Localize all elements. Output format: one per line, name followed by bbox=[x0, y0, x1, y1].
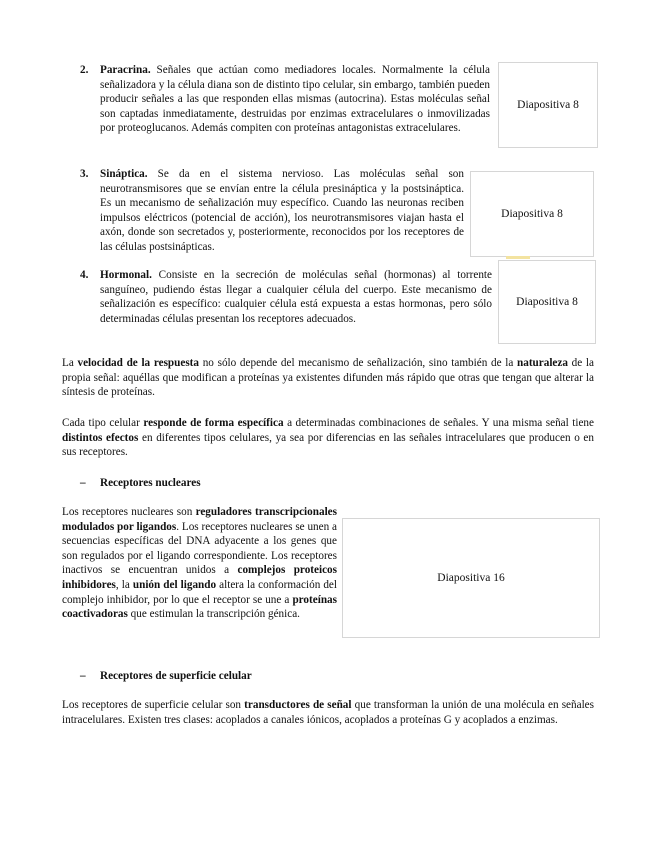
item-term: Sináptica. bbox=[100, 168, 148, 180]
text-run: La bbox=[62, 357, 78, 369]
slide-placeholder: Diapositiva 8 bbox=[498, 62, 598, 148]
item-text: Se da en el sistema nervioso. Las moléculas señal son neurotransmisores que se envían entre la célula presináptica y la postsináptica. Es un mecanismo de señalización muy específico. Cuando las neuronas reciben impulsos eléctricos (potencial de acción), los neurotransmisores viajan hasta el axón, donde son secretados y, posteriormente, reconocidos por los receptores de las células postsinápticas. bbox=[100, 168, 464, 253]
item-term: Hormonal. bbox=[100, 269, 152, 281]
section-heading-nuclear: Receptores nucleares bbox=[100, 477, 201, 489]
text-run: . Los receptores nucleares se unen a secuencias específicas del DNA adyacente a los genes que son regulados por el ligando correspondiente. Los receptores inactivos se encuentran unidos a bbox=[62, 520, 337, 577]
item-text: Señales que actúan como mediadores locales. Normalmente la célula señalizadora y la célula diana son de distinto tipo celular, sin embargo, también pueden producir señales a las que responden ellas mismas (autocrina). Estas moléculas señal son captadas inmediatamente, destruidas por enzimas extracelulares o inmovilizadas por proteoglucanos. Además compiten con proteínas antagonistas extracelulares. bbox=[100, 64, 490, 135]
text-run: de la propia señal: aquéllas que modifican a proteínas ya existentes difunden más rápido que otras que tengan que alterar la síntesis de proteínas. bbox=[62, 357, 594, 399]
section-heading-surface: Receptores de superficie celular bbox=[100, 670, 252, 682]
text-run: Los receptores de superficie celular son bbox=[62, 699, 245, 711]
bold-run: proteínas coactivadoras bbox=[62, 593, 337, 621]
bold-run: responde de forma específica bbox=[143, 417, 284, 429]
text-run: no sólo depende del mecanismo de señalización, sino también de la bbox=[199, 357, 517, 369]
slide-placeholder: Diapositiva 8 bbox=[470, 171, 594, 257]
text-run: que estimulan la transcripción génica. bbox=[127, 608, 300, 621]
item-text: Consiste en la secreción de moléculas señal (hormonas) al torrente sanguíneo, pudiendo éstas llegar a cualquier célula del cuerpo. Este mecanismo de señalización es específico: cualquier célula está expuesta a estas hormonas, pero sólo determinadas células presentan los receptores adecuados. bbox=[100, 269, 492, 325]
paragraph-cell-response bbox=[62, 416, 594, 460]
text-run: a determinadas combinaciones de señales. Y una misma señal tiene bbox=[283, 417, 594, 429]
section-bullet: – bbox=[80, 670, 86, 682]
item-term: Paracrina. bbox=[100, 64, 151, 76]
bold-run: distintos efectos bbox=[62, 431, 139, 444]
text-run: altera la conformación del complejo inhibidor, por lo que el receptor se une a bbox=[62, 578, 338, 606]
list-item-hormonal bbox=[100, 268, 492, 326]
paragraph-nuclear-receptors bbox=[62, 505, 337, 622]
text-run: Cada tipo celular bbox=[62, 417, 144, 429]
bold-run: unión del ligando bbox=[132, 578, 217, 591]
list-item-sinaptica bbox=[100, 167, 464, 255]
bold-run: naturaleza bbox=[517, 357, 568, 369]
text-run: que transforman la unión de una molécula en señales intracelulares. Existen tres clases: acoplados a canales iónicos, acoplados a proteínas G y acoplados a enzimas. bbox=[62, 699, 595, 726]
slide-placeholder: Diapositiva 8 bbox=[498, 260, 596, 344]
list-item-paracrina bbox=[100, 63, 490, 136]
paragraph-speed bbox=[62, 356, 594, 400]
paragraph-surface-receptors bbox=[62, 698, 594, 727]
bold-run: reguladores transcripcionales modulados por ligandos bbox=[62, 506, 337, 533]
item-number: 4. bbox=[80, 269, 89, 281]
bold-run: transductores de señal bbox=[244, 699, 352, 711]
item-number: 2. bbox=[80, 64, 89, 76]
item-number: 3. bbox=[80, 168, 89, 180]
text-run: , la bbox=[115, 578, 133, 591]
bold-run: complejos proteicos inhibidores bbox=[62, 564, 338, 591]
section-bullet: – bbox=[80, 477, 86, 489]
text-run: en diferentes tipos celulares, ya sea por diferencias en las señales intracelulares que producen o en sus receptores. bbox=[62, 431, 594, 459]
comment-marker bbox=[506, 256, 530, 259]
slide-placeholder: Diapositiva 16 bbox=[342, 518, 600, 638]
bold-run: velocidad de la respuesta bbox=[77, 357, 200, 369]
text-run: Los receptores nucleares son bbox=[62, 506, 196, 518]
